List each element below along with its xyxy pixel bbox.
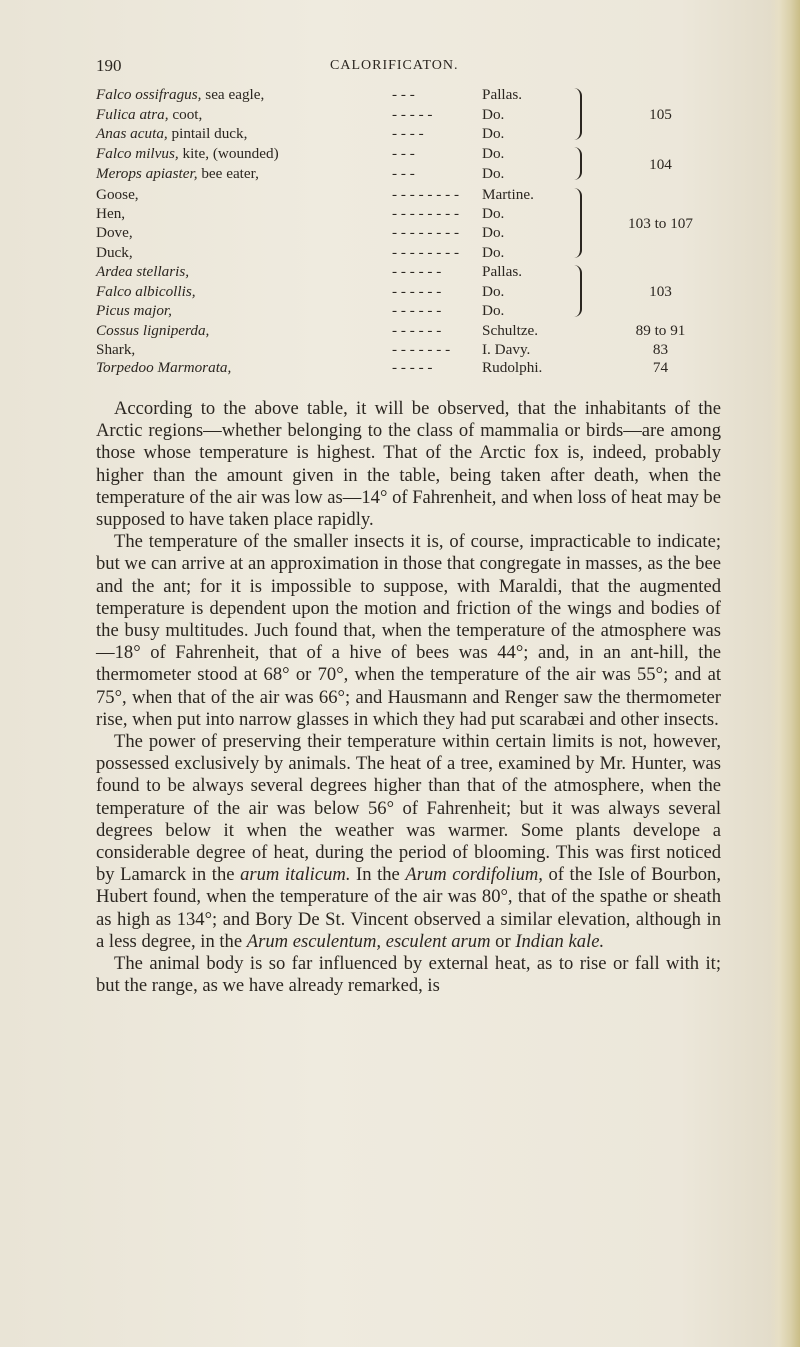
leader-dashes: - - - - - - - - [392,224,460,242]
leader-dashes: - - - - - - [392,302,442,320]
authority-cell: Do. [482,125,505,143]
species-cell: Picus major, [96,302,172,320]
page-number: 190 [96,56,122,75]
authority-cell: Pallas. [482,263,523,280]
leader-dashes: - - - - [392,125,424,143]
authority-cell: I. Davy. [482,340,531,358]
temperature-cell: 105 [649,106,672,124]
brace-icon [572,147,582,180]
species-cell: Anas acuta, pintail duck, [96,125,248,143]
authority-cell: Do. [482,243,505,261]
page-edge-shading [770,0,800,1347]
species-cell: Goose, [96,185,139,203]
group-brace [572,186,600,264]
group-brace [572,86,600,145]
table-row [96,359,721,378]
table-row [96,145,721,165]
brace-icon [572,188,582,258]
species-cell: Fulica atra, coot, [96,105,203,123]
group-brace [572,145,600,186]
species-cell: Falco albicollis, [96,282,196,300]
leader-dashes: - - - - - - [392,263,442,280]
leader-dashes: - - - [392,145,415,162]
paragraph-4: The animal body is so far influenced by external heat, as to rise or fall with it; but the range, as we have already remarked, is [96,953,721,997]
temperature-cell: 104 [649,156,672,173]
brace-icon [572,265,582,317]
table-row [96,263,721,283]
leader-dashes: - - - [392,165,415,183]
authority-cell: Schultze. [482,322,539,339]
species-cell: Shark, [96,340,136,358]
leader-dashes: - - - - - - - - [392,243,460,261]
table-row [96,186,721,205]
temperature-cell: 103 to 107 [628,215,693,232]
leader-dashes: - - - - - - [392,322,442,339]
brace-icon [572,88,582,140]
paragraph-3: The power of preserving their temperature within certain limits is not, however, possessed exclusively by animals. The heat of a tree, examined by Mr. Hunter, was found to be always several degrees higher than that of the atmosphere, when the temperature of the air was below 56° of Fahrenheit; but it was always several degrees below it when the weather was warmer. Some plants develope a considerable degree of heat, during the period of blooming. This was first noticed by Lamarck in the arum italicum. In the Arum cordifolium, of the Isle of Bourbon, Hubert found, when the temperature of the air was 80°, that of the spathe or sheath as high as 134°; and Bory De St. Vincent observed a similar elevation, although in a less degree, in the Arum esculentum, esculent arum or Indian kale. [96,731,721,952]
species-cell: Dove, [96,224,133,242]
authority-cell: Do. [482,302,505,320]
authority-cell: Do. [482,145,505,162]
leader-dashes: - - - - - [392,359,433,376]
species-cell: Duck, [96,243,133,261]
page-header [96,56,696,80]
running-title: CALORIFICATON. [330,58,459,73]
table-row [96,86,721,106]
authority-cell: Pallas. [482,86,523,103]
table-row [96,341,721,360]
leader-dashes: - - - - - - - - [392,204,460,222]
authority-cell: Do. [482,105,505,123]
paragraph-2: The temperature of the smaller insects it is, of course, impracticable to indicate; but we can arrive at an approximation in those that congregate in masses, as the bee and the ant; for it is impossible to suppose, with Maraldi, that the augmented temperature is dependent upon the motion and friction of the wings and bodies of the busy multitudes. Juch found that, when the temperature of the atmosphere was—18° of Fahrenheit, that of a hive of bees was 44°; and, in an ant-hill, the thermometer stood at 68° or 70°, when the temperature of the air was 55°; and at 75°, when that of the air was 66°; and Hausmann and Renger saw the thermometer rise, when put into narrow glasses in which they had put scarabæi and other insects. [96,531,721,730]
species-cell: Hen, [96,204,126,222]
authority-cell: Do. [482,282,505,300]
species-cell: Cossus ligniperda, [96,322,210,339]
authority-cell: Do. [482,224,505,242]
species-cell: Merops apiaster, bee eater, [96,165,259,183]
authority-cell: Rudolphi. [482,359,543,376]
species-cell: Ardea stellaris, [96,263,190,280]
leader-dashes: - - - - - - - [392,340,451,358]
species-cell: Falco ossifragus, sea eagle, [96,86,265,103]
leader-dashes: - - - - - - [392,282,442,300]
temperature-cell: 83 [652,340,669,358]
leader-dashes: - - - - - - - - [392,185,460,203]
group-brace [572,263,600,322]
leader-dashes: - - - [392,86,415,103]
authority-cell: Do. [482,165,505,183]
species-cell: Falco milvus, kite, (wounded) [96,145,279,162]
species-cell: Torpedoo Marmorata, [96,359,232,376]
temperature-cell: 74 [652,359,669,376]
table-row [96,322,721,341]
authority-cell: Martine. [482,185,534,203]
temperature-table [96,86,721,378]
authority-cell: Do. [482,204,505,222]
body-text [96,398,721,997]
paragraph-1: According to the above table, it will be observed, that the inhabitants of the Arctic regions—whether belonging to the class of mammalia or birds—are among those whose temperature is highest. That of the Arctic fox is, indeed, probably higher than the amount given in the table, being taken after death, when the temperature of the air was low as—14° of Fahrenheit, and when loss of heat may be supposed to have taken place rapidly. [96,398,721,531]
temperature-cell: 103 [649,283,672,301]
temperature-cell: 89 to 91 [635,322,686,339]
leader-dashes: - - - - - [392,105,433,123]
